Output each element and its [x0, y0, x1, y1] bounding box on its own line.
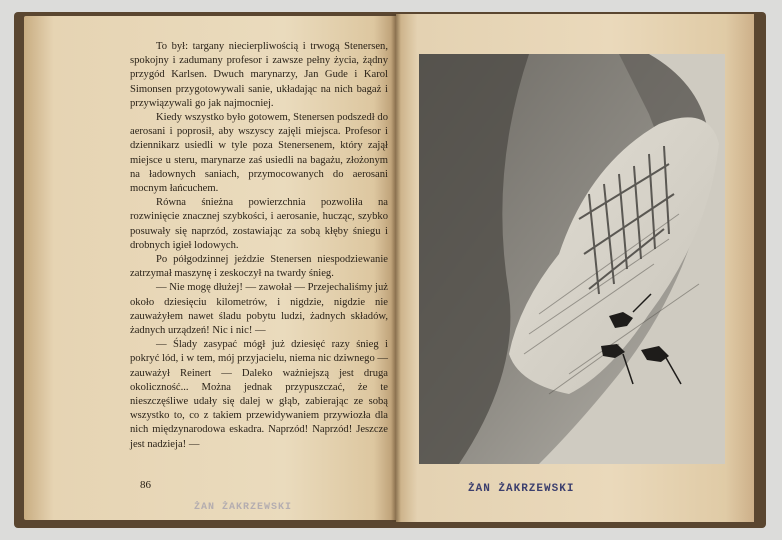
paragraph: — Nie mogę dłużej! — zawołał — Przejechaliśmy już około dziesięciu kilometrów, i nigdzie, nigdzie nie zauważyłem nawet śladu pobytu ludzi, żadnych składów, żadnych urządzeń! Nic i nic! —: [130, 282, 388, 337]
book-gutter: [391, 14, 401, 522]
page-number: 86: [140, 479, 151, 491]
page-text: [130, 40, 388, 452]
owner-stamp-faded: ŻAN ŻAKRZEWSKI: [194, 502, 293, 513]
paragraph: To był: targany niecierpliwością i trwogą Stenersen, spokojny i zadumany profesor i zawsze pełny życia, żądny przygód Karlsen. Dwuch marynarzy, Jan Gude i Karol Simonsen przygotowywali sanie, układając na nich bagaż i przywiązywali go jak najmocniej.: [130, 41, 388, 109]
paragraph: Równa śnieżna powierzchnia pozwoliła na rozwinięcie znacznej szybkości, i aerosanie, hucząc, szybko posuwały się naprzód, zostawiając za sobą kłęby śniegu i drobnych igieł lodowych.: [130, 197, 388, 251]
paragraph: Po półgodzinnej jeździe Stenersen niespodziewanie zatrzymał maszynę i zeskoczył na twardy śnieg.: [130, 254, 388, 280]
illustration-plate: [419, 54, 725, 464]
owner-stamp: ŻAN ŻAKRZEWSKI: [468, 483, 575, 495]
left-page: [24, 16, 396, 520]
paragraph: Kiedy wszystko było gotowem, Stenersen podszedł do aerosani i poprosił, aby wszyscy zajęli miejsca. Profesor i dziennikarz usiedli w tyle poza Stenersenem, który zajął miejsce u steru, marynarze zaś usiedli na bagażu, złożonym na ładownych saniach, przymocowanych do aerosani mocnym łańcuchem.: [130, 112, 388, 195]
paragraph: — Ślady zasypać mógł już dziesięć razy śnieg i pokryć lód, i w tem, mój przyjacielu, niema nic dziwnego — zauważył Reinert — Daleko ważniejszą jest druga okoliczność... Można jednak przypuszczać, że te nieszczęśliwe udały się dalej w głąb, zabierając ze sobą wszystko to, co z takiem przewidywaniem przywiozła dla nich międzynarodowa eskadra. Naprzód! Naprzód! Jeszcze jest nadzieja! —: [130, 339, 389, 450]
mountain-climbers-illustration: [419, 54, 725, 464]
